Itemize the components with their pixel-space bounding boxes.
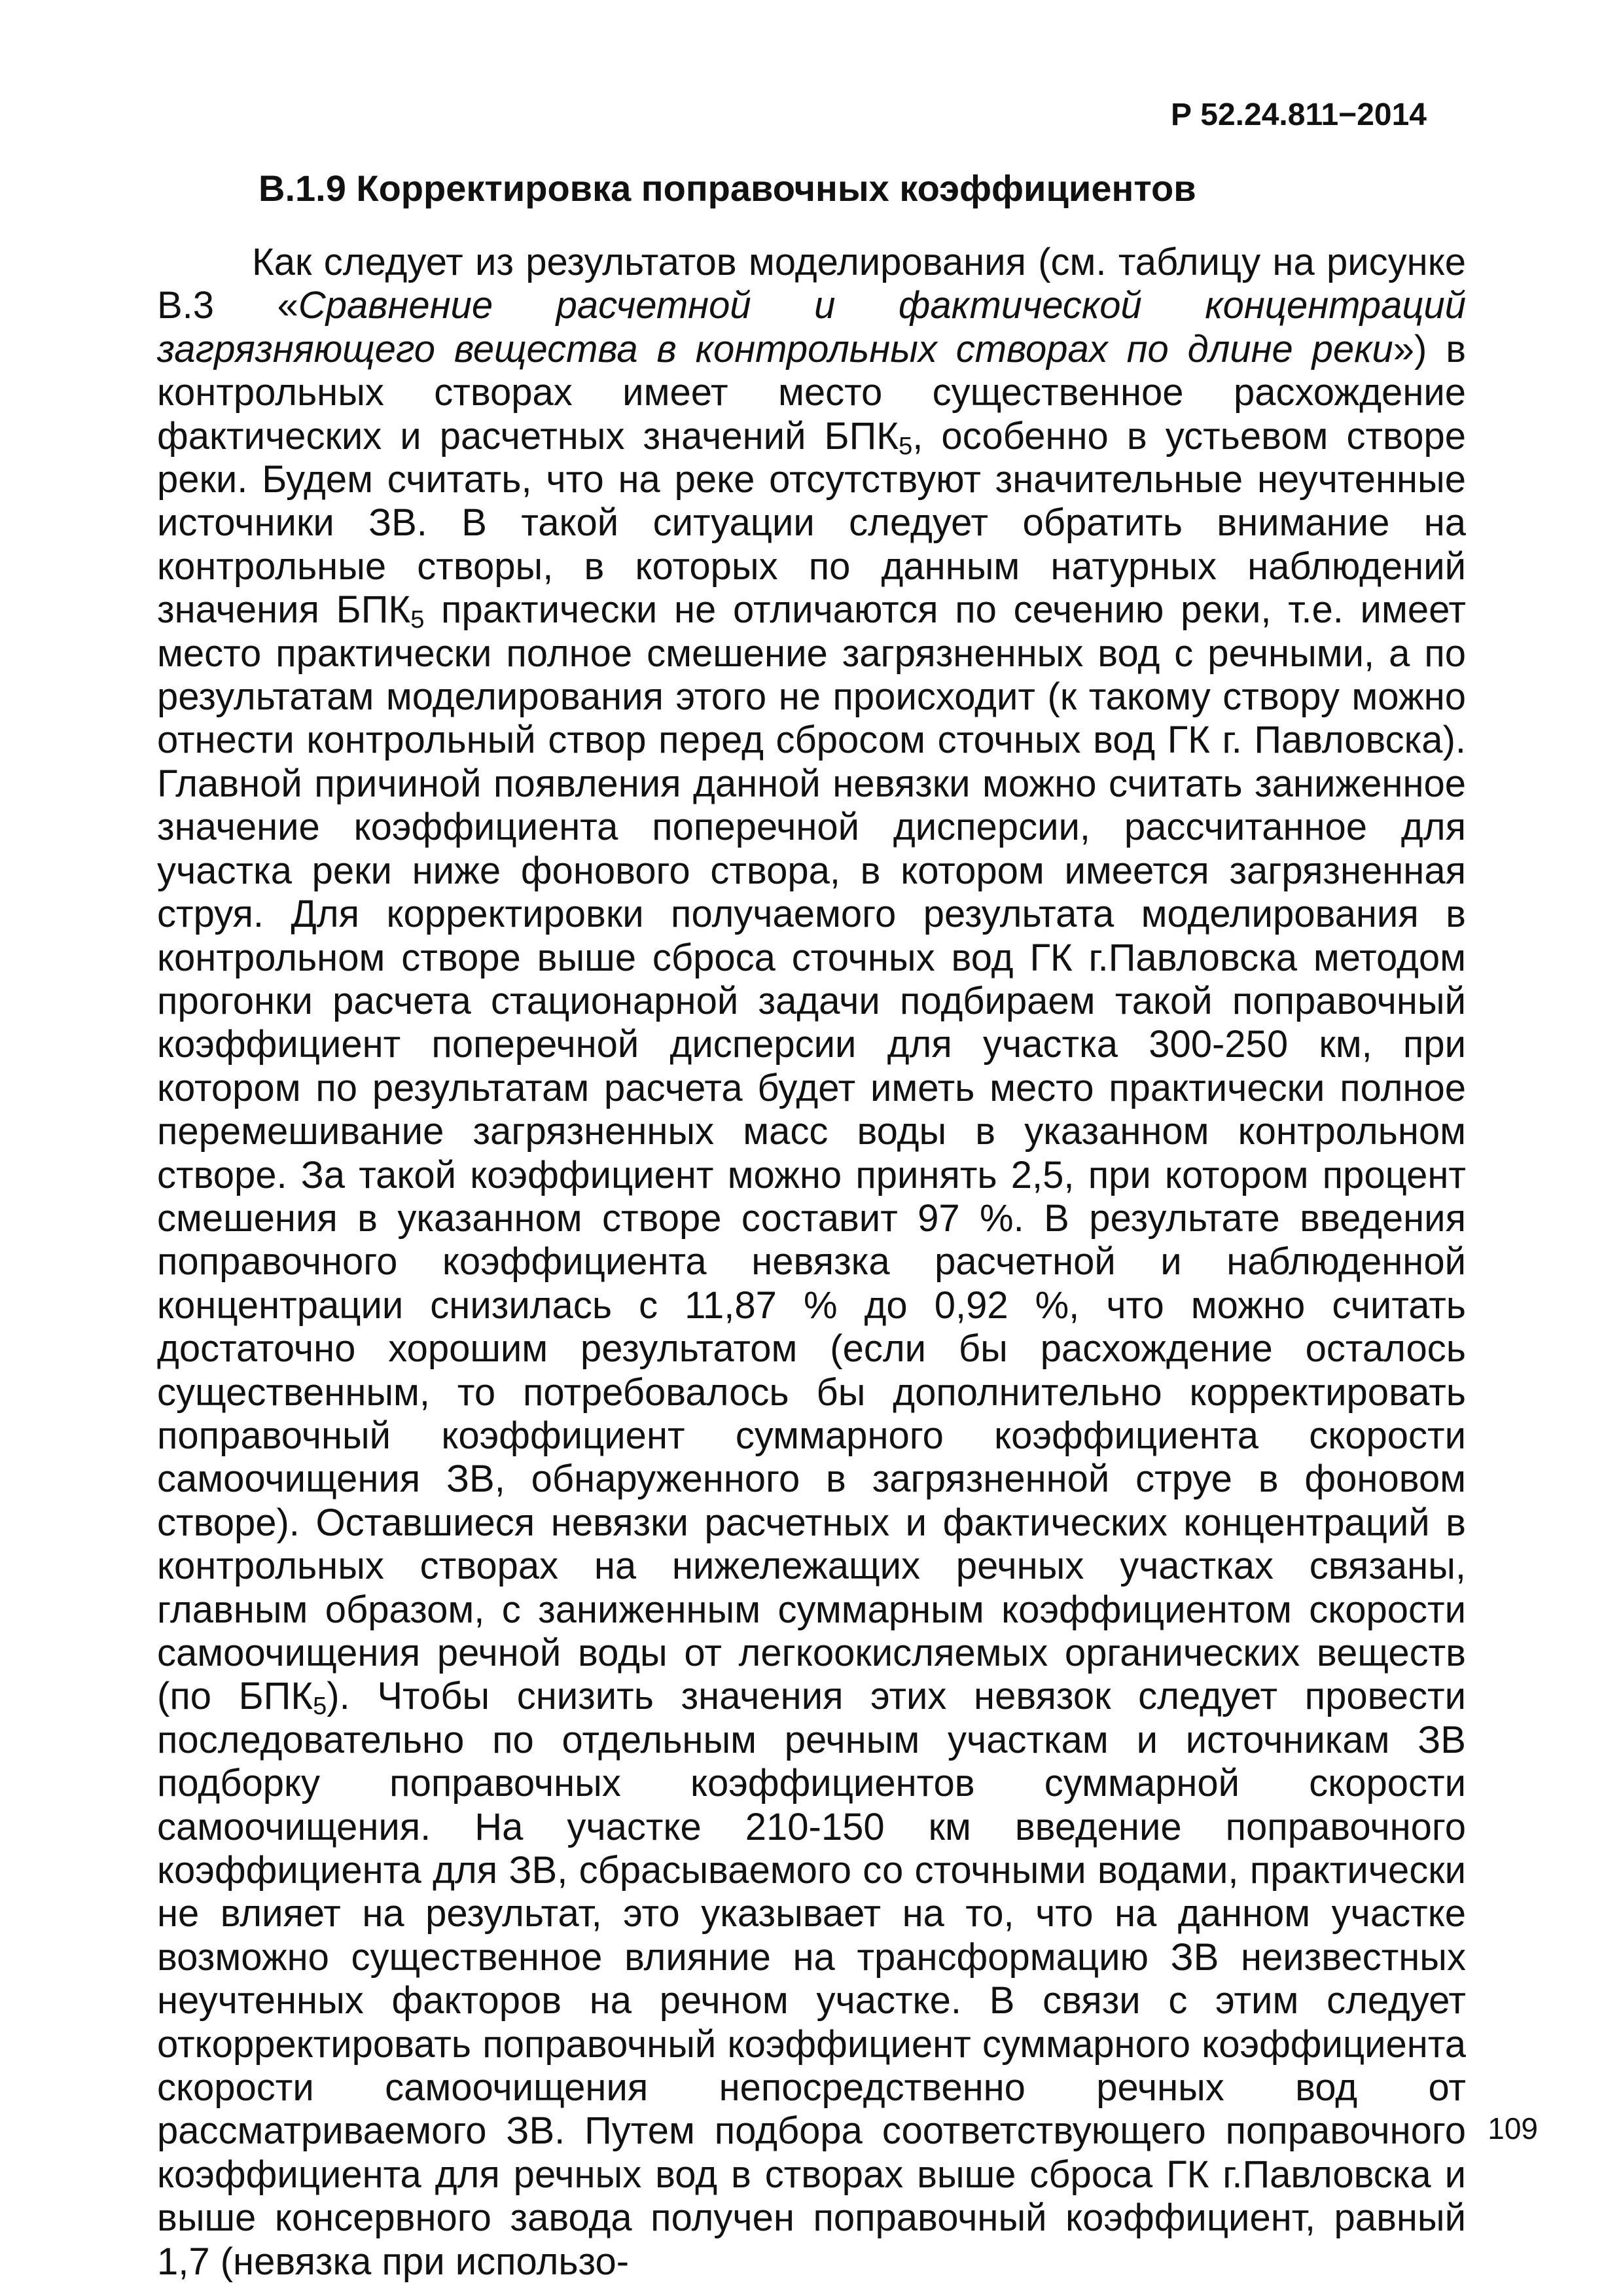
page-number: 109: [1488, 2111, 1538, 2145]
bpk-subscript: 5: [899, 432, 913, 460]
paragraph-text-1: Как следует из результатов моделирования (см. таблицу на рисунке В.3 «: [157, 241, 1466, 327]
figure-title-italic: Сравнение расчетной и фактической концентраций загрязняющего вещества в контрольных створах по длине реки: [157, 284, 1467, 370]
bpk-subscript: 5: [313, 1693, 327, 1721]
section-heading: В.1.9 Корректировка поправочных коэффициентов: [259, 168, 1196, 209]
bpk-subscript: 5: [410, 606, 425, 634]
paragraph-text-5: ). Чтобы снизить значения этих невязок следует провести последовательно по отдельным речным участкам и источникам ЗВ подборку поправочных коэффициентов суммарной скорости самоочищения. На участке 210-150 км введение поправочного коэффициента для ЗВ, сбрасываемого со сточными водами, практически не влияет на результат, это указывает на то, что на данном участке возможно существенное влияние на трансформацию ЗВ неизвестных неучтенных факторов на речном участке. В связи с этим следует откорректировать поправочный коэффициент суммарного коэффициента скорости самоочищения непосредственно речных вод от рассматриваемого ЗВ. Путем подбора соответствующего поправочного коэффициента для речных вод в створах выше сброса ГК г.Павловска и выше консервного завода получен поправочный коэффициент, равный 1,7 (невязка при использо-: [157, 1675, 1466, 2283]
document-code: Р 52.24.811−2014: [1170, 98, 1427, 132]
paragraph-text-2: ») в контрольных створах имеет место существенное расхождение фактических и расчетных значений БПК: [157, 327, 1467, 457]
body-paragraph: [157, 241, 1466, 2284]
paragraph-text-3: , особенно в устьевом створе реки. Будем считать, что на реке отсутствуют значительные неучтенные источники ЗВ. В такой ситуации следует обратить внимание на контрольные створы, в которых по данным натурных наблюдений значения БПК: [157, 414, 1466, 632]
paragraph-text-4: практически не отличаются по сечению реки, т.е. имеет место практически полное смешение загрязненных вод с речными, а по результатам моделирования этого не происходит (к такому створу можно отнести контрольный створ перед сбросом сточных вод ГК г. Павловска). Главной причиной появления данной невязки можно считать заниженное значение коэффициента поперечной дисперсии, рассчитанное для участка реки ниже фонового створа, в котором имеется загрязненная струя. Для корректировки получаемого результата моделирования в контрольном створе выше сброса сточных вод ГК г.Павловска методом прогонки расчета стационарной задачи подбираем такой поправочный коэффициент поперечной дисперсии для участка 300-250 км, при котором по результатам расчета будет иметь место практически полное перемешивание загрязненных масс воды в указанном контрольном створе. За такой коэффициент можно принять 2,5, при котором процент смешения в указанном створе составит 97 %. В результате введения поправочного коэффициента невязка расчетной и наблюденной концентрации снизилась с 11,87 % до 0,92 %, что можно считать достаточно хорошим результатом (если бы расхождение осталось существенным, то потребовалось бы дополнительно корректировать поправочный коэффициент суммарного коэффициента скорости самоочищения ЗВ, обнаруженного в загрязненной струе в фоновом створе). Оставшиеся невязки расчетных и фактических концентраций в контрольных створах на нижележащих речных участках связаны, главным образом, с заниженным суммарным коэффициентом скорости самоочищения речной воды от легкоокисляемых органических веществ (по БПК: [157, 588, 1466, 1718]
